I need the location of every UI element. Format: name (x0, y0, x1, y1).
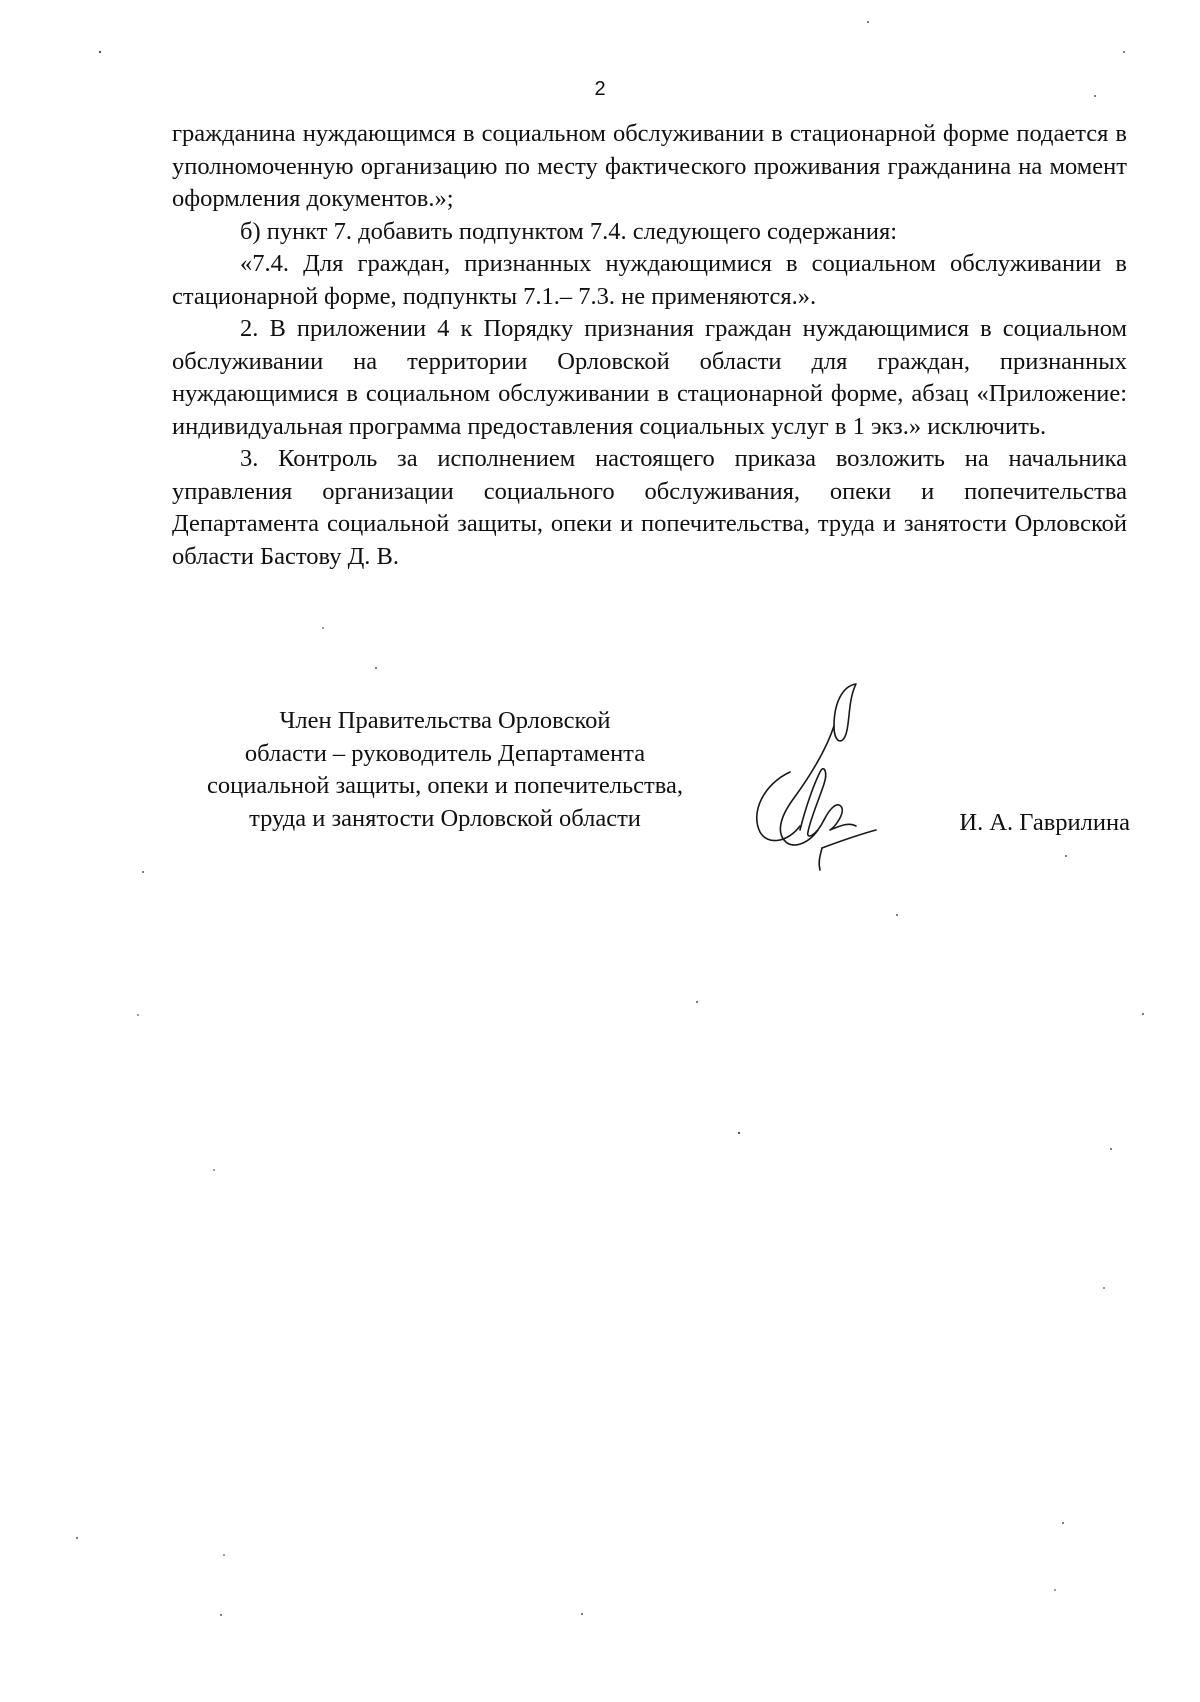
paragraph-continuation: гражданина нуждающимся в социальном обслуживании в стационарной форме подается в уполномоченную организацию по месту фактического проживания гражданина на момент оформления документов.»; (172, 120, 1127, 212)
paragraph-item-3: 3. Контроль за исполнением настоящего приказа возложить на начальника управления организации социального обслуживания, опеки и попечительства Департамента социальной защиты, опеки и попечительства, труда и занятости Орловской области Бастову Д. В. (172, 445, 1127, 570)
signatory-title-line: области – руководитель Департамента (244, 739, 646, 767)
paragraph-item-b: б) пункт 7. добавить подпунктом 7.4. следующего содержания: (240, 217, 898, 245)
signatory-title-line: социальной защиты, опеки и попечительства, (207, 772, 683, 799)
signatory-title-line: Член Правительства Орловской (279, 707, 611, 734)
paragraph-item-2: 2. В приложении 4 к Порядку признания граждан нуждающимися в социальном обслуживании на территории Орловской области для граждан, признанных нуждающимися в социальном обслуживании в стационарной форме, абзац «Приложение: индивидуальная программа предоставления социальных услуг в 1 экз.» исключить. (172, 315, 1127, 440)
signatory-title-line: труда и занятости Орловской области (249, 804, 641, 832)
signatory-title (150, 705, 740, 835)
signatory-name: И. А. Гаврилина (959, 809, 1130, 836)
handwritten-signature (730, 680, 910, 880)
document-body (172, 118, 1127, 573)
paragraph-subitem-7-4: «7.4. Для граждан, признанных нуждающимися в социальном обслуживании в стационарной форме, подпункты 7.1.– 7.3. не применяются.». (172, 250, 1127, 310)
page-number: 2 (594, 78, 606, 100)
